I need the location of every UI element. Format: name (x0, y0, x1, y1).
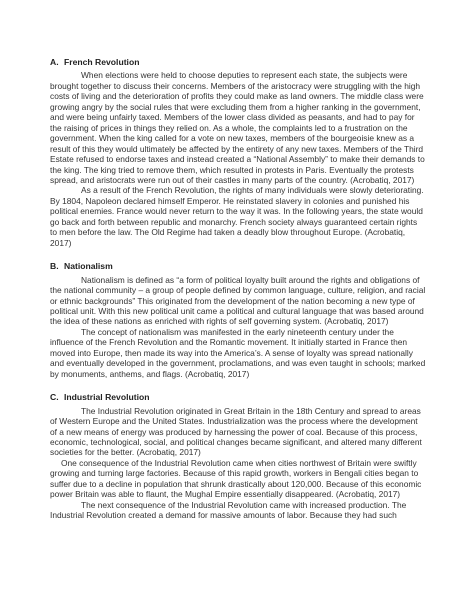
paragraph: The concept of nationalism was manifested in the early nineteenth century under the influence of the French Revolution and the Romantic movement. It initially started in France then moved into Europe, then made its way into the America’s. A sense of loyalty was spread nationally and eventually developed in the government, proclamations, and was even taught in schools; marked by monuments, anthems, and flags. (Acrobatiq, 2017) (50, 326, 426, 379)
section-title: Nationalism (64, 261, 113, 272)
section-heading (50, 57, 426, 67)
section-letter: A. (50, 57, 59, 67)
section-french-revolution (50, 57, 426, 248)
section-heading (50, 261, 426, 271)
section-nationalism (50, 261, 426, 379)
paragraph: The Industrial Revolution originated in Great Britain in the 18th Century and spread to areas of Western Europe and the United States. Industrialization was the process where the development of a new means of energy was produced by harnessing the power of coal. Because of this process, economic, technological, social, and political changes became significant, and altered many different societies for the better. (Acrobatiq, 2017) (50, 405, 422, 458)
paragraph: One consequence of the Industrial Revolution came when cities northwest of Britain were swiftly growing and turning large factories. Because of this rapid growth, workers in Bengali cities began to suffer due to a decline in population that shrunk drastically about 120,000. Because of this economic power Britain was able to flaunt, the Mughal Empire essentially disappeared. (Acrobatiq, 2017) (50, 457, 422, 500)
section-letter: B. (50, 261, 59, 272)
paragraph: The next consequence of the Industrial Revolution came with increased production. The Industrial Revolution created a demand for massive amounts of labor. Because they had such (50, 499, 407, 521)
section-industrial-revolution (50, 392, 426, 520)
section-title: Industrial Revolution (64, 392, 150, 403)
paragraph: Nationalism is defined as “a form of political loyalty built around the rights and obligations of the national community – a group of people defined by common language, culture, religion, and racial or ethnic backgrounds” This originated from the development of the nation becoming a new type of political unit. With this new political unit came a political and cultural language that was based around the idea of these nations as enriched with rights of self governing system. (Acrobatiq, 2017) (50, 274, 426, 327)
section-title: French Revolution (64, 57, 140, 67)
document-body (50, 57, 426, 521)
paragraph: As a result of the French Revolution, the rights of many individuals were slowly deteriorating. By 1804, Napoleon declared himself Emperor. He reinstated slavery in colonies and punished his political enemies. France would never return to the way it was. In the following years, the state would go back and forth between republic and monarchy. French society always guaranteed certain rights to men before the law. The Old Regime had taken a deadly blow throughout Europe. (Acrobatiq, 2017) (50, 185, 424, 248)
section-heading (50, 392, 426, 402)
paragraph: When elections were held to choose deputies to represent each state, the subjects were brought together to discuss their concerns. Members of the aristocracy were struggling with the high costs of living and the deterioration of profits they could make as land owners. The middle class were growing angry by the social rules that were excluding them from a higher ranking in the government, and were being unfairly taxed. Members of the lower class divided as peasants, and had to pay for the raising of prices in things they relied on. As a whole, the complaints led to a frustration on the government. When the king called for a vote on new taxes, members of the bourgeoisie knew as a result of this they would ultimately be affected by the entirety of any new taxes. Members of the Third Estate refused to endorse taxes and instead created a “National Assembly” to make their demands to the king. The king tried to remove them, which resulted in protests in Paris. Eventually the protests spread, and aristocrats were run out of their castles in many parts of the country. (Acrobatiq, 2017) (50, 70, 425, 185)
section-letter: C. (50, 392, 59, 403)
